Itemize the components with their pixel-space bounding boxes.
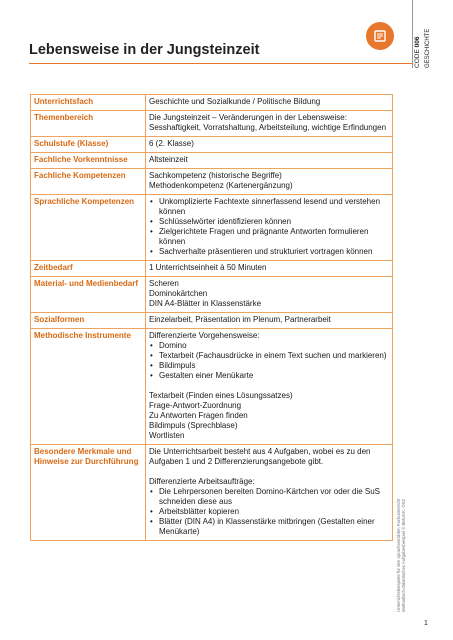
value-line: Sachkompetenz (historische Begriffe): [149, 171, 282, 180]
list-item: • Die Lehrpersonen bereiten Domino-Kärtchen vor oder die SuS schneiden diese aus: [149, 487, 389, 507]
row-value: Einzelarbeit, Präsentation im Plenum, Partnerarbeit: [146, 313, 393, 329]
code-label: CODE 006: [414, 36, 421, 68]
row-value: [146, 169, 393, 195]
value-paragraph: Die Unterrichtsarbeit besteht aus 4 Aufgaben, wobei es zu den Aufgaben 1 und 2 Differenzierungsangebote gibt.: [149, 447, 371, 466]
row-label: Sprachliche Kompetenzen: [31, 195, 146, 261]
value-line: Textarbeit (Finden eines Lösungssatzes): [149, 391, 293, 400]
list-item: • Gestalten einer Menükarte: [149, 371, 389, 381]
bullet-list: [149, 341, 389, 381]
list-item: • Schlüsselwörter identifizieren können: [149, 217, 389, 227]
value-line: Methodenkompetenz (Kartenergänzung): [149, 181, 293, 190]
row-value: [146, 277, 393, 313]
table-row: [31, 111, 393, 137]
table-row: [31, 261, 393, 277]
list-item: • Unkomplizierte Fachtexte sinnerfassend lesend und verstehen können: [149, 197, 389, 217]
row-value: Altsteinzeit: [146, 153, 393, 169]
row-value: [146, 329, 393, 445]
row-label: Fachliche Vorkenntnisse: [31, 153, 146, 169]
copyright-note: [396, 499, 406, 612]
value-line: Scheren: [149, 279, 179, 288]
row-value: [146, 445, 393, 541]
table-row: [31, 137, 393, 153]
list-item: • Arbeitsblätter kopieren: [149, 507, 389, 517]
bullet-list: [149, 487, 389, 537]
bullet-list: [149, 197, 389, 257]
row-value: 1 Unterrichtseinheit à 50 Minuten: [146, 261, 393, 277]
value-line: DIN A4-Blätter in Klassenstärke: [149, 299, 262, 308]
table-row: [31, 329, 393, 445]
list-item: • Blätter (DIN A4) in Klassenstärke mitbringen (Gestalten einer Menükarte): [149, 517, 389, 537]
row-label: Sozialformen: [31, 313, 146, 329]
value-line: Bildimpuls (Sprechblase): [149, 421, 238, 430]
copyright-line: Unterrichtsbeispiele für den sprachsensiblen Fachunterricht: [396, 498, 401, 612]
table-row: [31, 277, 393, 313]
row-label: Besondere Merkmale und Hinweise zur Durchführung: [31, 445, 146, 541]
value-line: Wortlisten: [149, 431, 185, 440]
scroll-icon: [372, 28, 388, 44]
page-title: Lebensweise in der Jungsteinzeit: [29, 42, 260, 58]
copyright-line: Methodisch-didaktisches Aufgabenbeispiel © BMUKK, ÖSZ: [401, 498, 406, 612]
table-row: [31, 153, 393, 169]
row-label: Methodische Instrumente: [31, 329, 146, 445]
list-item: • Bildimpuls: [149, 361, 389, 371]
spacer: [149, 381, 389, 391]
table-row: [31, 169, 393, 195]
info-table: [30, 94, 393, 541]
subject-badge: [366, 22, 394, 50]
value-line: Zu Antworten Fragen finden: [149, 411, 248, 420]
list-item: • Textarbeit (Fachausdrücke in einem Text suchen und markieren): [149, 351, 389, 361]
page-number: 1: [424, 620, 428, 627]
row-value: Die Jungsteinzeit – Veränderungen in der Lebensweise: Sesshaftigkeit, Vorratshaltung, Arbeitsteilung, wichtige Erfindungen: [146, 111, 393, 137]
spacer: [149, 467, 389, 477]
row-label: Material- und Medienbedarf: [31, 277, 146, 313]
row-label: Fachliche Kompetenzen: [31, 169, 146, 195]
row-value: [146, 195, 393, 261]
value-line: Frage-Antwort-Zuordnung: [149, 401, 242, 410]
table-row: [31, 195, 393, 261]
header-divider: [412, 0, 413, 68]
row-label: Schulstufe (Klasse): [31, 137, 146, 153]
value-line: Dominokärtchen: [149, 289, 208, 298]
table-row: [31, 313, 393, 329]
code-strip: [414, 8, 436, 66]
row-value: Geschichte und Sozialkunde / Politische Bildung: [146, 95, 393, 111]
value-line: Differenzierte Vorgehensweise:: [149, 331, 260, 340]
list-item: • Domino: [149, 341, 389, 351]
subject-label: GESCHICHTE: [425, 28, 431, 68]
table-row: [31, 95, 393, 111]
title-underline: [29, 63, 413, 64]
row-value: 6 (2. Klasse): [146, 137, 393, 153]
table-row: [31, 445, 393, 541]
row-label: Unterrichtsfach: [31, 95, 146, 111]
list-item: • Zielgerichtete Fragen und prägnante Antworten formulieren können: [149, 227, 389, 247]
row-label: Zeitbedarf: [31, 261, 146, 277]
list-item: • Sachverhalte präsentieren und strukturiert vortragen können: [149, 247, 389, 257]
top-bar: [0, 0, 453, 6]
row-label: Themenbereich: [31, 111, 146, 137]
value-line: Differenzierte Arbeitsaufträge:: [149, 477, 255, 486]
